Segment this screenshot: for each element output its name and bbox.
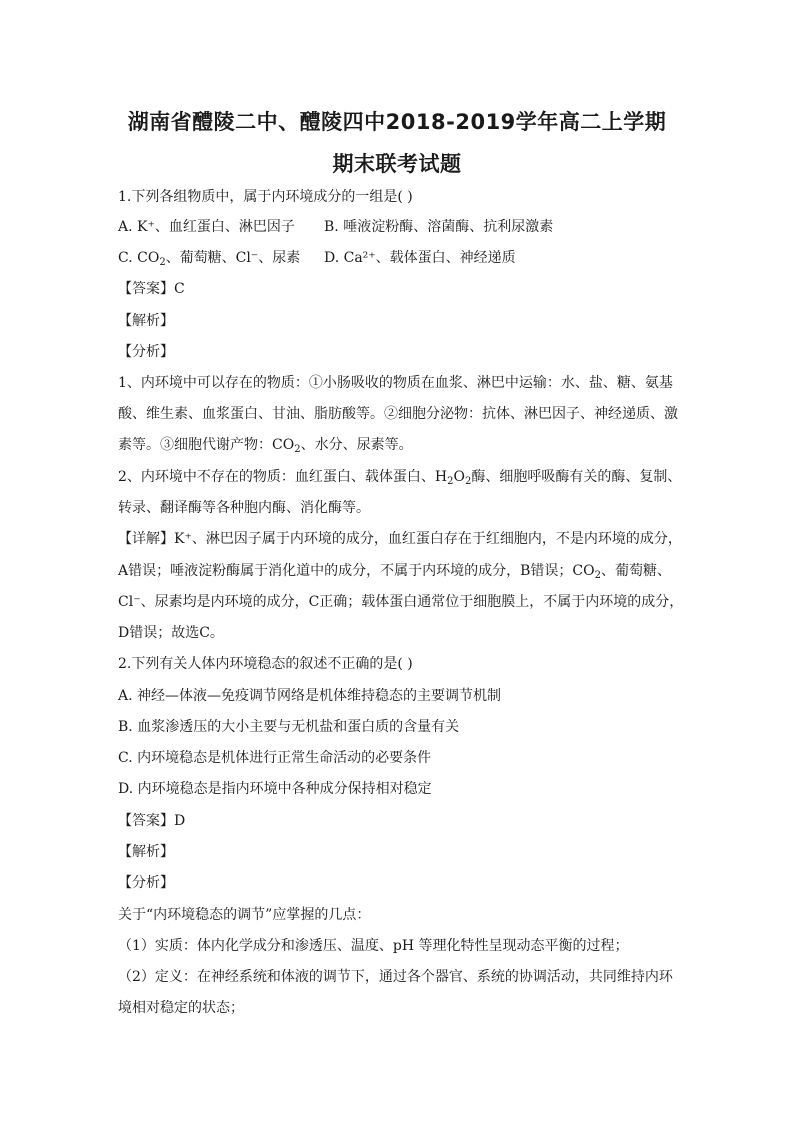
detail-line-3: Cl⁻、尿素均是内环境的成分，C正确；载体蛋白通常位于细胞膜上，不属于内环境的成分，	[118, 594, 684, 610]
question-1-jiexi-heading: 【解析】	[118, 313, 174, 329]
question-2-fenxi-heading: 【分析】	[118, 875, 174, 891]
question-1-fenxi-heading: 【分析】	[118, 344, 174, 360]
question-1-answer: 【答案】C	[118, 281, 185, 297]
question-1-options-row-1	[118, 217, 678, 237]
question-2-analysis-item-2-line-1: （2）定义：在神经系统和体液的调节下，通过各个器官、系统的协调活动，共同维持内环	[118, 969, 673, 985]
analysis-paragraph-1-line-1: 1、内环境中可以存在的物质：①小肠吸收的物质在血浆、淋巴中运输：水、盐、糖、氨基	[118, 375, 673, 391]
question-2-analysis-item-1: （1）实质：体内化学成分和渗透压、温度、pH 等理化特性呈现动态平衡的过程；	[118, 938, 629, 954]
analysis-paragraph-2-line-1: 2、内环境中不存在的物质：血红蛋白、载体蛋白、$H_2O_2$酶、细胞呼吸酶有关的酶、复制、	[118, 469, 682, 487]
question-1-option-d: D. Ca²⁺、载体蛋白、神经递质	[324, 250, 516, 266]
question-2-jiexi-heading: 【解析】	[118, 844, 174, 860]
question-2-stem: 2.下列有关人体内环境稳态的叙述不正确的是( )	[118, 656, 413, 672]
analysis-paragraph-2-line-2: 转录、翻译酶等各种胞内酶、消化酶等。	[118, 500, 370, 516]
question-2-option-d: D. 内环境稳态是指内环境中各种成分保持相对稳定	[118, 781, 432, 797]
question-1-options-row-2	[118, 248, 678, 268]
question-2-option-b: B. 血浆渗透压的大小主要与无机盐和蛋白质的含量有关	[118, 719, 460, 735]
detail-line-1: 【详解】K⁺、淋巴因子属于内环境的成分，血红蛋白存在于红细胞内，不是内环境的成分，	[118, 531, 682, 547]
question-1-option-b: B. 唾液淀粉酶、溶菌酶、抗利尿激素	[324, 219, 554, 235]
question-1-option-c: C. $CO_2$、葡萄糖、Cl⁻、尿素	[118, 250, 301, 268]
question-1-option-a: A. K⁺、血红蛋白、淋巴因子	[118, 219, 295, 235]
question-1-stem: 1.下列各组物质中，属于内环境成分的一组是( )	[118, 189, 413, 205]
analysis-paragraph-1-line-3: 素等。③细胞代谢产物：$CO_2$、水分、尿素等。	[118, 437, 413, 455]
question-2-analysis-item-2-line-2: 境相对稳定的状态；	[118, 1000, 244, 1016]
question-2-option-a: A. 神经—体液—免疫调节网络是机体维持稳态的主要调节机制	[118, 688, 502, 704]
question-2-option-c: C. 内环境稳态是机体进行正常生命活动的必要条件	[118, 750, 432, 766]
document-title-line-1: 湖南省醴陵二中、醴陵四中2018-2019学年高二上学期	[127, 110, 667, 134]
document-title-line-2: 期末联考试题	[332, 152, 462, 176]
analysis-paragraph-1-line-2: 酸、维生素、血浆蛋白、甘油、脂肪酸等。②细胞分泌物：抗体、淋巴因子、神经递质、激	[118, 406, 678, 422]
detail-line-4: D错误；故选C。	[118, 625, 224, 641]
question-2-answer: 【答案】D	[118, 813, 186, 829]
detail-line-2: A错误；唾液淀粉酶属于消化道中的成分，不属于内环境的成分，B错误；$CO_2$、葡萄糖、	[118, 563, 671, 581]
question-2-analysis-intro: 关于“内环境稳态的调节”应掌握的几点：	[118, 907, 371, 923]
